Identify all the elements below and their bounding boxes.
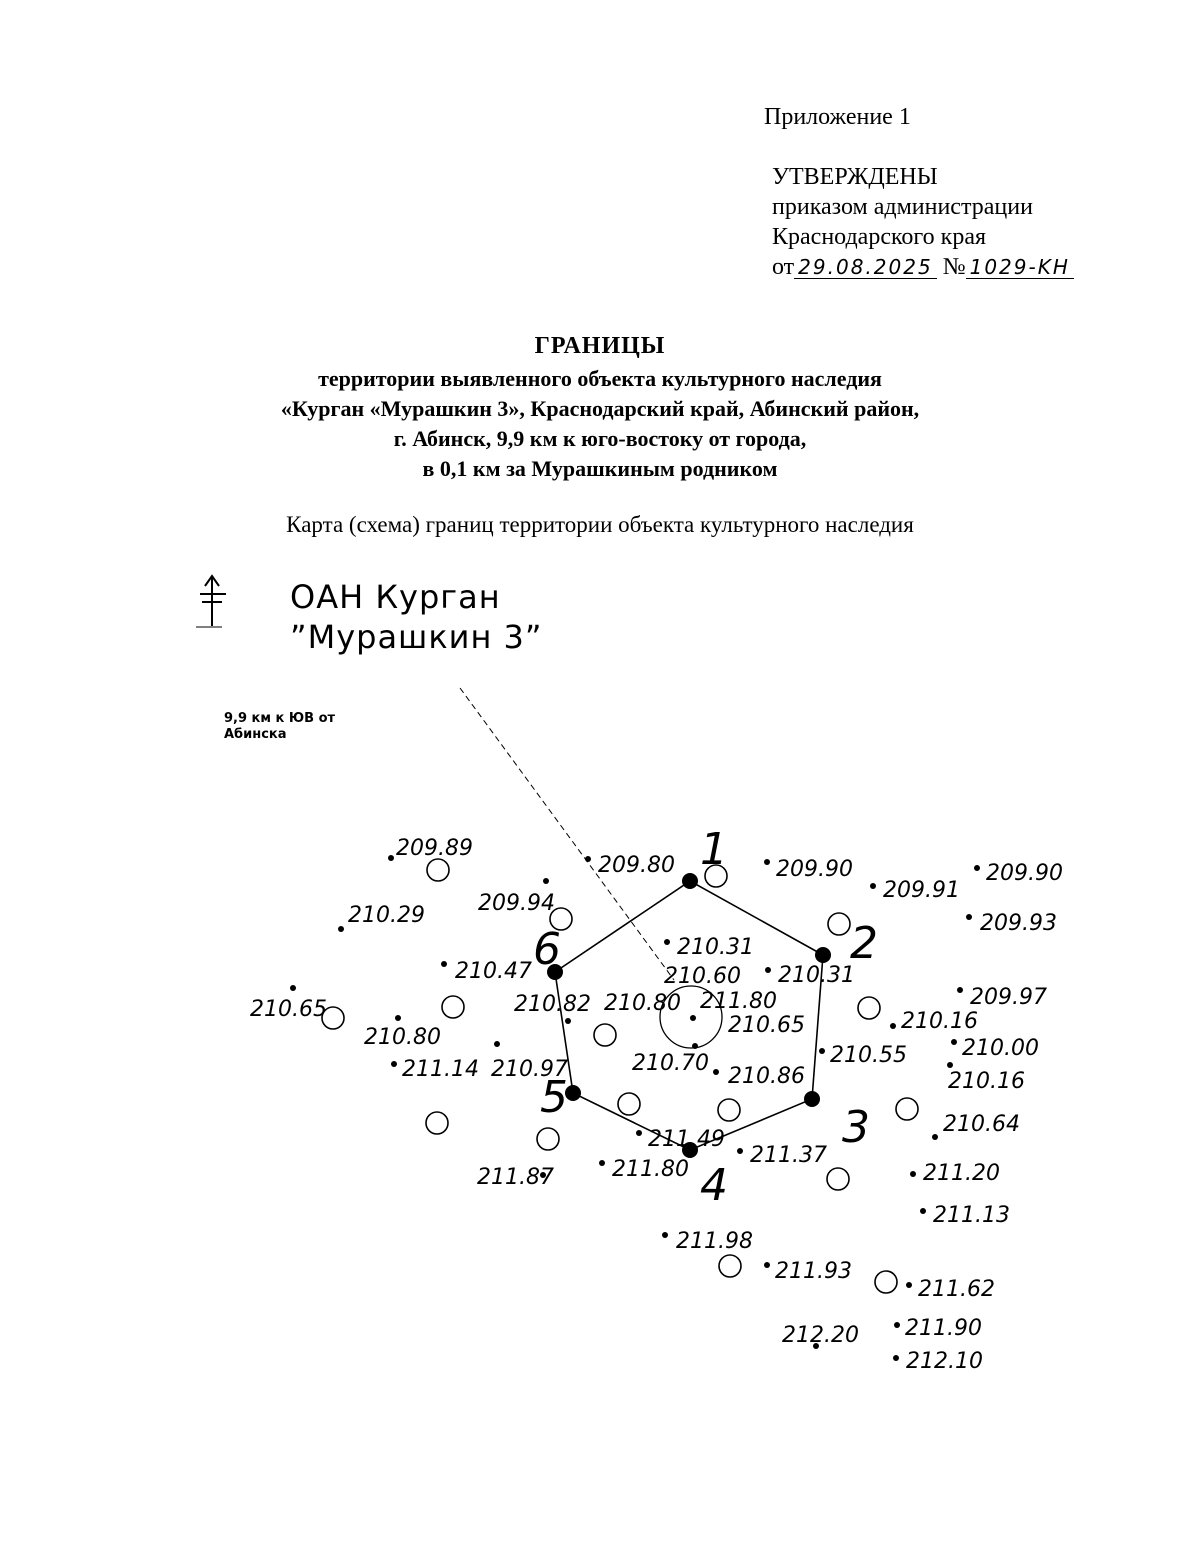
subtitle-line: территории выявленного объекта культурного наследия [318, 366, 882, 391]
elevation-label: 210.97 [491, 1057, 568, 1082]
elevation-label: 209.80 [598, 853, 675, 878]
elevation-label: 209.90 [776, 857, 853, 882]
elevation-label: 211.49 [648, 1127, 725, 1152]
elevation-label: 210.31 [778, 963, 855, 988]
elevation-dot [764, 1262, 770, 1268]
vertex-label: 1 [700, 824, 728, 875]
elevation-dot [395, 1015, 401, 1021]
survey-circle [827, 1168, 849, 1190]
elevation-dot [957, 987, 963, 993]
elevation-dot [910, 1171, 916, 1177]
elevation-labels [250, 836, 1063, 1374]
document-subtitle [0, 364, 1200, 484]
elevation-label: 210.70 [632, 1051, 709, 1076]
elevation-label: 212.20 [782, 1323, 859, 1348]
elevation-dot [932, 1134, 938, 1140]
survey-circle [875, 1271, 897, 1293]
vertex-label: 6 [533, 924, 561, 975]
elevation-label: 211.37 [750, 1143, 827, 1168]
elevation-label: 209.97 [970, 985, 1047, 1010]
approval-line-order: приказом администрации [772, 194, 1033, 220]
approval-line-region: Краснодарского края [772, 224, 987, 250]
survey-circle [718, 1099, 740, 1121]
date-prefix: от [772, 254, 795, 280]
elevation-dot [565, 1018, 571, 1024]
vertex-point [804, 1091, 820, 1107]
elevation-dot [662, 1232, 668, 1238]
document-title: ГРАНИЦЫ [534, 333, 666, 359]
survey-circle [426, 1112, 448, 1134]
elevation-dot [951, 1039, 957, 1045]
elevation-label: 211.14 [402, 1057, 479, 1082]
survey-circle [618, 1093, 640, 1115]
vertex-label: 5 [540, 1072, 568, 1123]
elevation-dot [388, 855, 394, 861]
elevation-dot [692, 1043, 698, 1049]
elevation-dot [737, 1148, 743, 1154]
elevation-dot [338, 926, 344, 932]
elevation-label: 210.64 [943, 1112, 1020, 1137]
elevation-label: 210.29 [348, 903, 425, 928]
elevation-dot [585, 856, 591, 862]
elevation-label: 210.80 [364, 1025, 441, 1050]
elevation-label: 210.31 [677, 935, 754, 960]
number-prefix: № [942, 254, 966, 280]
elevation-label: 211.20 [923, 1161, 1000, 1186]
elevation-label: 210.86 [728, 1064, 805, 1089]
elevation-label: 210.65 [728, 1013, 805, 1038]
elevation-label: 212.10 [906, 1349, 983, 1374]
elevation-label: 210.82 [514, 992, 591, 1017]
elevation-label: 210.47 [455, 959, 532, 984]
survey-circle [896, 1098, 918, 1120]
elevation-dot [290, 985, 296, 991]
elevation-dot [664, 939, 670, 945]
north-arrow-icon [196, 576, 226, 627]
elevation-dot [690, 1015, 696, 1021]
elevation-label: 209.94 [478, 891, 555, 916]
vertex-label: 4 [700, 1160, 728, 1211]
approval-date-line [772, 252, 1074, 282]
leader-line [460, 688, 674, 980]
elevation-dot [947, 1062, 953, 1068]
survey-circle [858, 997, 880, 1019]
elevation-label: 211.93 [775, 1259, 852, 1284]
vertex-label: 2 [850, 918, 878, 969]
elevation-dot [890, 1023, 896, 1029]
elevation-dot [893, 1355, 899, 1361]
elevation-dot [764, 859, 770, 865]
boundary-scheme-map [0, 560, 1200, 1420]
elevation-dot [819, 1048, 825, 1054]
survey-circle [537, 1128, 559, 1150]
elevation-label: 211.87 [477, 1165, 554, 1190]
map-caption: Карта (схема) границ территории объекта культурного наследия [286, 512, 914, 537]
elevation-label: 209.93 [980, 911, 1057, 936]
approval-block [772, 162, 1074, 282]
subtitle-line: г. Абинск, 9,9 км к юго-востоку от города, [393, 426, 807, 451]
survey-circle [828, 913, 850, 935]
subtitle-line: «Курган «Мурашкин 3», Краснодарский край, Абинский район, [280, 396, 920, 421]
location-note-line1: 9,9 км к ЮВ от [224, 711, 336, 726]
elevation-dot [894, 1322, 900, 1328]
approval-line-approved: УТВЕРЖДЕНЫ [772, 164, 938, 190]
handwritten-number: 1029-KH [966, 256, 1074, 279]
elevation-dot [599, 1160, 605, 1166]
elevation-dot [974, 865, 980, 871]
handwritten-date: 29.08.2025 [794, 256, 937, 279]
elevation-dot [636, 1130, 642, 1136]
elevation-label: 211.80 [700, 989, 777, 1014]
elevation-dot [870, 883, 876, 889]
elevation-dot [765, 967, 771, 973]
elevation-dot [441, 961, 447, 967]
elevation-label: 210.65 [250, 997, 327, 1022]
survey-circle [719, 1255, 741, 1277]
elevation-dot [920, 1208, 926, 1214]
elevation-label: 211.90 [905, 1316, 982, 1341]
survey-circle [427, 859, 449, 881]
elevation-label: 211.80 [612, 1157, 689, 1182]
elevation-dot [543, 878, 549, 884]
elevation-label: 209.90 [986, 861, 1063, 886]
appendix-label: Приложение 1 [764, 104, 911, 130]
survey-circle [442, 996, 464, 1018]
scheme-title-line2: ”Мурашкин 3” [290, 618, 543, 656]
elevation-label: 209.91 [883, 878, 960, 903]
elevation-dot [391, 1061, 397, 1067]
scheme-title-line1: ОАН Курган [290, 578, 501, 616]
elevation-label: 211.13 [933, 1203, 1010, 1228]
location-note-line2: Абинска [224, 727, 287, 742]
elevation-label: 210.16 [901, 1009, 978, 1034]
elevation-label: 210.80 [604, 991, 681, 1016]
subtitle-line: в 0,1 км за Мурашкиным родником [422, 456, 778, 481]
elevation-dot [713, 1069, 719, 1075]
elevation-label: 209.89 [396, 836, 473, 861]
elevation-label: 210.16 [948, 1069, 1025, 1094]
survey-circle [594, 1024, 616, 1046]
elevation-label: 210.00 [962, 1036, 1039, 1061]
vertex-label: 3 [842, 1102, 870, 1153]
elevation-label: 211.62 [918, 1277, 995, 1302]
elevation-dot [494, 1041, 500, 1047]
vertex-point [682, 873, 698, 889]
elevation-label: 210.60 [664, 964, 741, 989]
elevation-dot [906, 1282, 912, 1288]
vertex-point [815, 947, 831, 963]
elevation-label: 211.98 [676, 1229, 753, 1254]
elevation-dot [966, 914, 972, 920]
elevation-label: 210.55 [830, 1043, 907, 1068]
